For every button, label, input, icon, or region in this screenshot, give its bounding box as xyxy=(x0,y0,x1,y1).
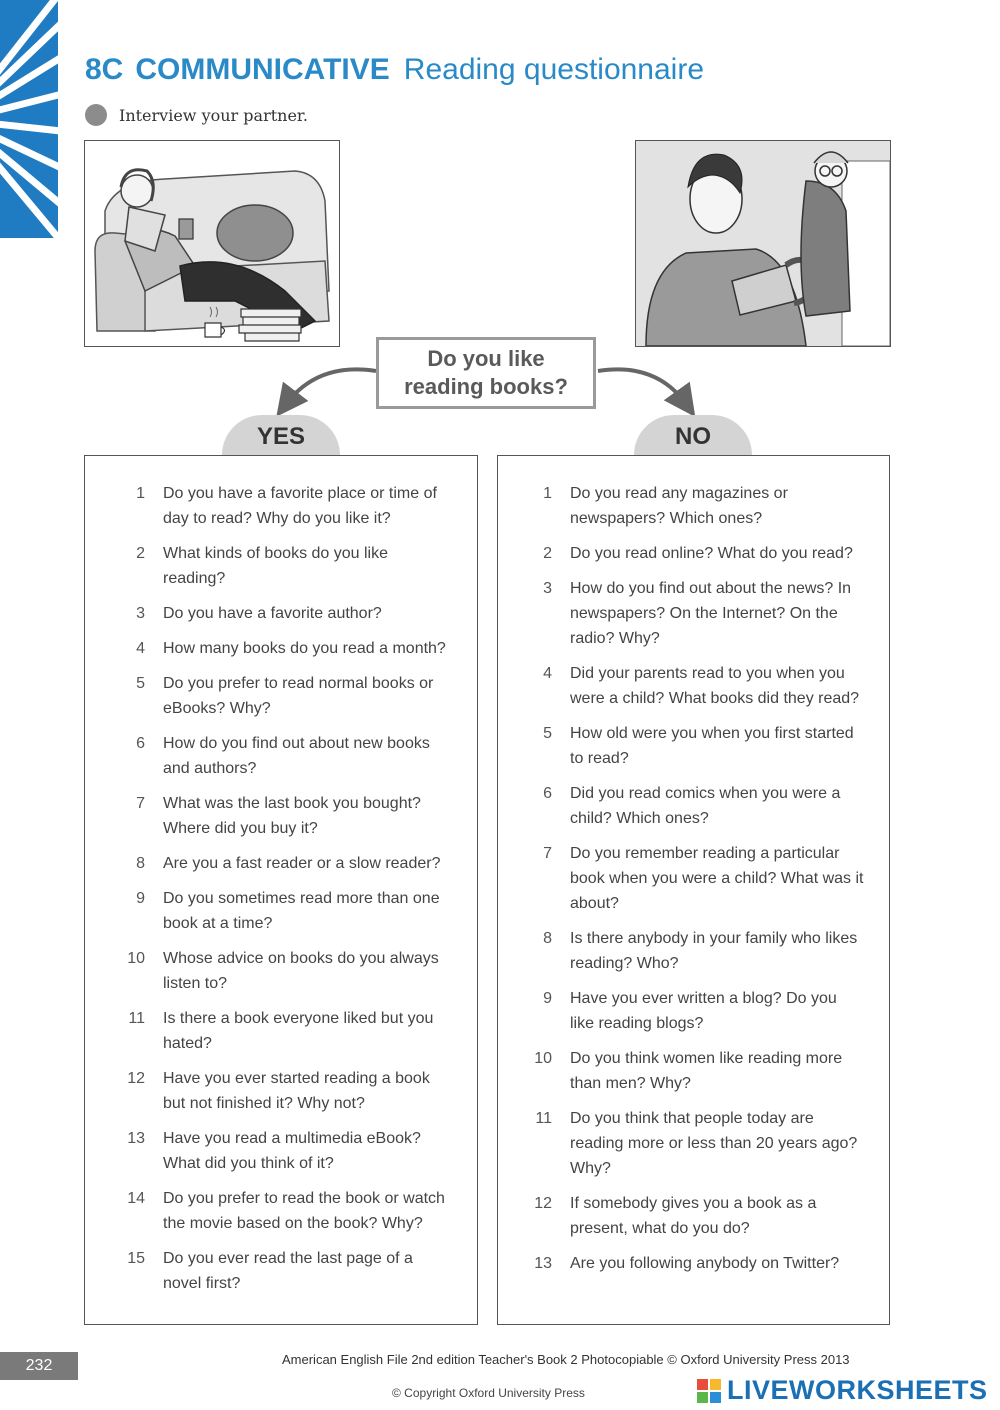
question-text: Do you sometimes read more than one book at a time? xyxy=(163,890,440,932)
no-question-item xyxy=(508,576,865,651)
question-text: How do you find out about the news? In newspapers? On the Internet? On the radio? Why? xyxy=(570,580,852,647)
yes-question-item xyxy=(101,601,453,626)
question-number: 7 xyxy=(543,845,552,862)
no-tab: NO xyxy=(634,415,752,455)
question-text: Are you following anybody on Twitter? xyxy=(570,1255,840,1272)
question-number: 2 xyxy=(136,545,145,562)
lesson-code: 8C xyxy=(85,53,124,86)
question-text: Have you ever written a blog? Do you like reading blogs? xyxy=(570,990,837,1032)
yes-question-item xyxy=(101,1186,453,1236)
question-text: Is there a book everyone liked but you hated? xyxy=(163,1010,434,1052)
yes-question-item xyxy=(101,791,453,841)
book-title: American English File 2nd edition Teacher's Book 2 xyxy=(282,1352,578,1367)
question-text: Have you read a multimedia eBook? What did you think of it? xyxy=(163,1130,421,1172)
question-number: 6 xyxy=(543,785,552,802)
question-text: Do you have a favorite author? xyxy=(163,605,382,622)
question-text: How old were you when you first started to read? xyxy=(570,725,854,767)
no-question-item xyxy=(508,481,865,531)
question-text: Do you ever read the last page of a novel first? xyxy=(163,1250,413,1292)
yes-question-item xyxy=(101,1246,453,1296)
question-number: 9 xyxy=(543,990,552,1007)
question-number: 6 xyxy=(136,735,145,752)
question-number: 10 xyxy=(534,1050,552,1067)
no-question-item xyxy=(508,781,865,831)
question-number: 12 xyxy=(534,1195,552,1212)
no-question-item xyxy=(508,1106,865,1181)
question-text: Whose advice on books do you always listen to? xyxy=(163,950,439,992)
brand-name: LIVEWORKSHEETS xyxy=(727,1375,988,1405)
lesson-subtitle: Reading questionnaire xyxy=(403,53,705,86)
liveworksheets-logo-icon xyxy=(697,1379,721,1403)
photocopiable-credit: Photocopiable © Oxford University Press 2013 xyxy=(581,1352,850,1367)
question-text: What was the last book you bought? Where did you buy it? xyxy=(163,795,421,837)
yes-question-item xyxy=(101,541,453,591)
yes-question-item xyxy=(101,851,453,876)
question-number: 9 xyxy=(136,890,145,907)
central-question: Do you like reading books? xyxy=(404,346,568,399)
no-question-item xyxy=(508,721,865,771)
no-question-item xyxy=(508,1191,865,1241)
question-number: 11 xyxy=(128,1010,145,1027)
yes-question-item xyxy=(101,671,453,721)
no-question-item xyxy=(508,661,865,711)
question-number: 12 xyxy=(127,1070,145,1087)
question-text: How many books do you read a month? xyxy=(163,640,446,657)
question-number: 8 xyxy=(543,930,552,947)
yes-question-item xyxy=(101,1126,453,1176)
liveworksheets-brand xyxy=(697,1375,988,1406)
no-question-item xyxy=(508,841,865,916)
question-number: 1 xyxy=(136,485,145,502)
yes-question-list xyxy=(101,481,453,1296)
no-question-item xyxy=(508,926,865,976)
no-question-panel xyxy=(497,455,890,1325)
instruction-text: Interview your partner. xyxy=(119,105,308,125)
page-number: 232 xyxy=(0,1352,78,1380)
question-number: 4 xyxy=(543,665,552,682)
question-number: 7 xyxy=(136,795,145,812)
yes-question-item xyxy=(101,886,453,936)
question-number: 11 xyxy=(535,1110,552,1127)
yes-question-item xyxy=(101,636,453,661)
question-number: 10 xyxy=(127,950,145,967)
yes-question-item xyxy=(101,946,453,996)
question-number: 4 xyxy=(136,640,145,657)
question-text: Did your parents read to you when you were a child? What books did they read? xyxy=(570,665,860,707)
question-number: 8 xyxy=(136,855,145,872)
publication-credit xyxy=(282,1352,850,1367)
yes-question-item xyxy=(101,1066,453,1116)
question-number: 13 xyxy=(127,1130,145,1147)
question-text: What kinds of books do you like reading? xyxy=(163,545,389,587)
question-text: Do you read online? What do you read? xyxy=(570,545,853,562)
question-number: 2 xyxy=(543,545,552,562)
question-text: How do you find out about new books and authors? xyxy=(163,735,430,777)
question-number: 13 xyxy=(534,1255,552,1272)
question-number: 1 xyxy=(543,485,552,502)
yes-question-panel xyxy=(84,455,478,1325)
question-number: 5 xyxy=(543,725,552,742)
yes-question-item xyxy=(101,1006,453,1056)
no-question-item xyxy=(508,1251,865,1276)
copyright-notice: © Copyright Oxford University Press xyxy=(392,1386,585,1400)
no-question-list xyxy=(508,481,865,1276)
question-text: Have you ever started reading a book but not finished it? Why not? xyxy=(163,1070,430,1112)
no-question-item xyxy=(508,986,865,1036)
yes-question-item xyxy=(101,731,453,781)
lesson-category: COMMUNICATIVE xyxy=(135,53,390,86)
question-text: Do you have a favorite place or time of day to read? Why do you like it? xyxy=(163,485,437,527)
question-number: 15 xyxy=(127,1250,145,1267)
question-number: 14 xyxy=(127,1190,145,1207)
question-text: Do you think women like reading more than men? Why? xyxy=(570,1050,843,1092)
no-question-item xyxy=(508,1046,865,1096)
question-text: If somebody gives you a book as a present, what do you do? xyxy=(570,1195,817,1237)
question-text: Are you a fast reader or a slow reader? xyxy=(163,855,441,872)
no-question-item xyxy=(508,541,865,566)
question-text: Did you read comics when you were a child? Which ones? xyxy=(570,785,841,827)
question-text: Is there anybody in your family who likes reading? Who? xyxy=(570,930,858,972)
yes-tab: YES xyxy=(222,415,340,455)
question-text: Do you prefer to read normal books or eBooks? Why? xyxy=(163,675,434,717)
question-text: Do you prefer to read the book or watch the movie based on the book? Why? xyxy=(163,1190,445,1232)
question-text: Do you read any magazines or newspapers? Which ones? xyxy=(570,485,788,527)
central-question-box xyxy=(376,337,596,409)
question-text: Do you think that people today are reading more or less than 20 years ago? Why? xyxy=(570,1110,858,1177)
question-number: 3 xyxy=(136,605,145,622)
question-text: Do you remember reading a particular book when you were a child? What was it about? xyxy=(570,845,864,912)
question-number: 5 xyxy=(136,675,145,692)
question-number: 3 xyxy=(543,580,552,597)
yes-question-item xyxy=(101,481,453,531)
